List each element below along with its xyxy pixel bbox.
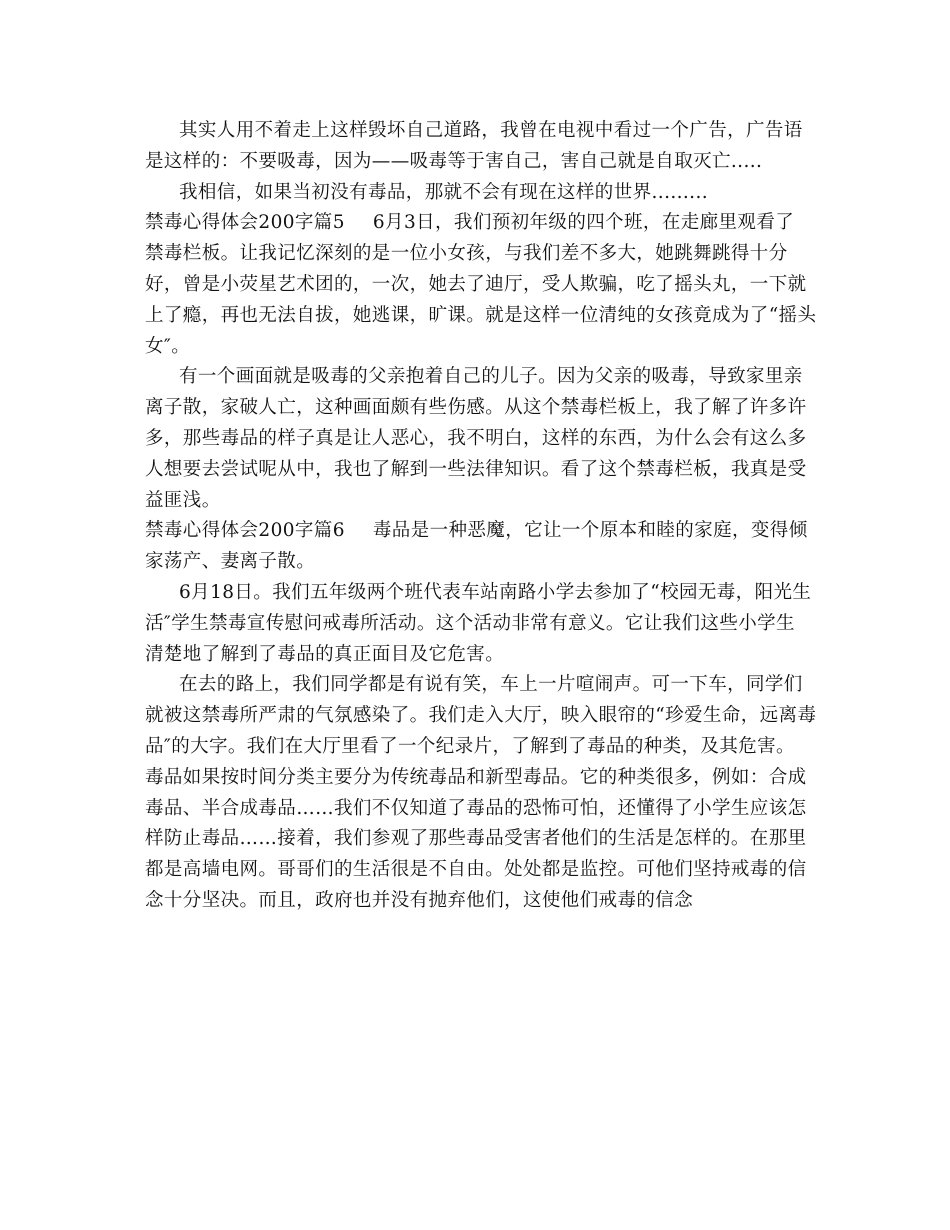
paragraph-line: 品″的大字。我们在大厅里看了一个纪录片，了解到了毒品的种类，及其危害。: [145, 735, 795, 757]
paragraph-line: 活″学生禁毒宣传慰问戒毒所活动。这个活动非常有意义。它让我们这些小学生: [145, 612, 795, 634]
paragraph-line: 离子散，家破人亡，这种画面颇有些伤感。从这个禁毒栏板上，我了解了许多许: [145, 397, 807, 419]
paragraph-line: 多，那些毒品的样子真是让人恶心，我不明白，这样的东西，为什么会有这么多: [145, 427, 807, 449]
paragraph-line: 禁毒栏板。让我记忆深刻的是一位小女孩，与我们差不多大，她跳舞跳得十分: [145, 243, 788, 265]
paragraph-line: 人想要去尝试呢从中，我也了解到一些法律知识。看了这个禁毒栏板，我真是受: [145, 458, 807, 480]
paragraph-line: 样防止毒品……接着，我们参观了那些毒品受害者他们的生活是怎样的。在那里: [145, 828, 807, 850]
paragraph-text: 6月3日，我们预初年级的四个班，在走廊里观看了: [372, 212, 795, 234]
section-heading: 禁毒心得体会200字篇6: [145, 520, 345, 542]
paragraph-text: 毒品是一种恶魔，它让一个原本和睦的家庭，变得倾: [372, 520, 808, 542]
paragraph-line: 有一个画面就是吸毒的父亲抱着自己的儿子。因为父亲的吸毒，导致家里亲: [179, 366, 803, 388]
section-heading: 禁毒心得体会200字篇5: [145, 212, 345, 234]
paragraph-line: 益匪浅。: [145, 489, 221, 511]
section-line: [145, 516, 815, 547]
paragraph-line: 其实人用不着走上这样毁坏自己道路，我曾在电视中看过一个广告，广告语: [179, 120, 803, 141]
paragraph-line: 就被这禁毒所严肃的气氛感染了。我们走入大厅，映入眼帘的“珍爱生命，远离毒: [145, 705, 817, 727]
paragraph-line: 家荡产、妻离子散。: [145, 551, 316, 573]
paragraph-line: 6月18日。我们五年级两个班代表车站南路小学去参加了“校园无毒，阳光生: [179, 581, 812, 603]
paragraph-line: 清楚地了解到了毒品的真正面目及它危害。: [145, 643, 505, 665]
section-line: [145, 208, 815, 239]
paragraph-line: 上了瘾，再也无法自拔，她逃课，旷课。就是这样一位清纯的女孩竟成为了“摇头: [145, 304, 817, 326]
paragraph-line: 毒品如果按时间分类主要分为传统毒品和新型毒品。它的种类很多，例如：合成: [145, 766, 807, 788]
paragraph-line: 毒品、半合成毒品……我们不仅知道了毒品的恐怖可怕，还懂得了小学生应该怎: [145, 797, 807, 819]
paragraph-line: 都是高墙电网。哥哥们的生活很是不自由。处处都是监控。可他们坚持戒毒的信: [145, 859, 807, 881]
document-body: [145, 116, 815, 917]
paragraph-line: 在去的路上，我们同学都是有说有笑，车上一片喧闹声。可一下车，同学们: [179, 674, 803, 696]
paragraph-line: 念十分坚决。而且，政府也并没有抛弃他们，这使他们戒毒的信念: [145, 889, 694, 911]
paragraph-line: 好，曾是小荧星艺术团的，一次，她去了迪厅，受人欺骗，吃了摇头丸，一下就: [145, 273, 807, 295]
paragraph-line: 我相信，如果当初没有毒品，那就不会有现在这样的世界.........: [179, 181, 709, 203]
paragraph-line: 是这样的：不要吸毒，因为——吸毒等于害自己，害自己就是自取灭亡.....: [145, 150, 763, 172]
paragraph-line: 女″。: [145, 335, 191, 357]
